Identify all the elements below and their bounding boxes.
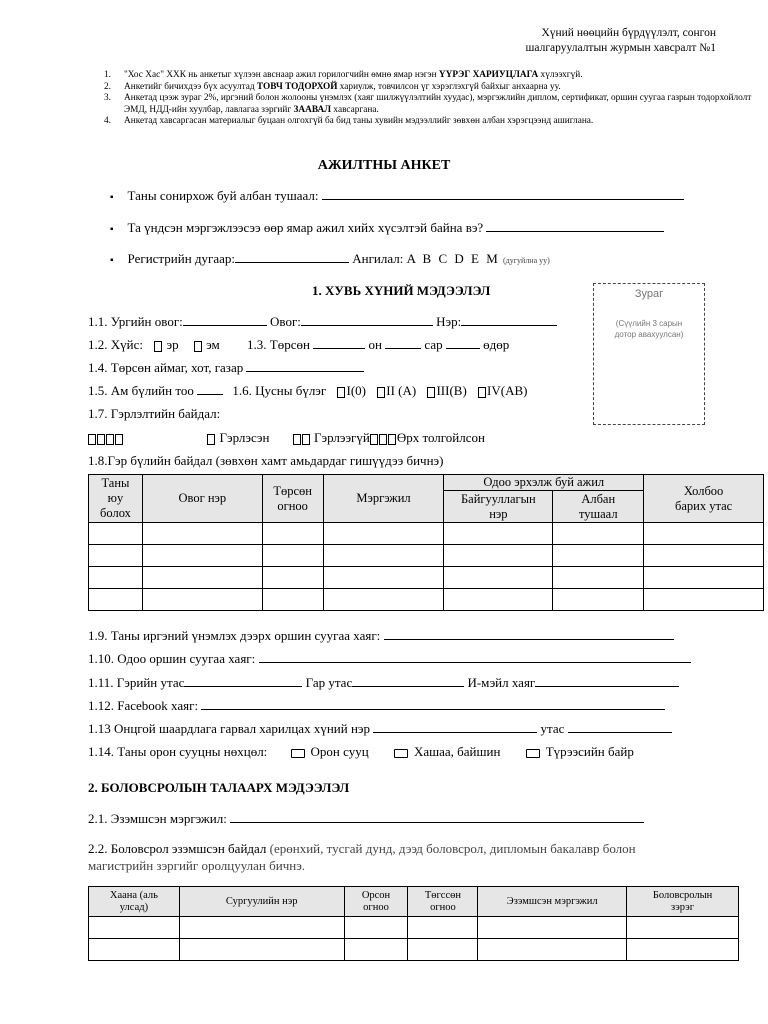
emergency-phone-label: утас: [540, 721, 565, 736]
family-table: [88, 474, 764, 611]
bullet-other-job: [110, 220, 664, 236]
col-profession: Мэргэжил: [323, 475, 444, 523]
single-head-checkbox-3[interactable]: [388, 434, 396, 445]
col-current-job: Одоо эрхэлж буй ажил: [444, 475, 644, 491]
col-phone: Холбоо барих утас: [644, 475, 764, 523]
housing-label: 1.14. Таны орон сууцны нөхцөл:: [88, 744, 268, 759]
education-hint-2: магистрийн зэргийг оролцуулан бичнэ.: [88, 858, 306, 873]
profession-label: 2.1. Эзэмшсэн мэргэжил:: [88, 811, 227, 826]
housing-house-checkbox[interactable]: [394, 749, 408, 758]
instruction-text: [124, 116, 754, 128]
family-label: 1.8.Гэр бүлийн байдал (зөвхөн хамт амьдардаг гишүүдээ бичнэ): [88, 453, 444, 468]
row-1-11: [88, 675, 679, 691]
family-size-field[interactable]: [197, 383, 223, 395]
blood-2-checkbox[interactable]: [377, 387, 385, 398]
instruction-fragment: "Хос Хас" ХХК нь анкетыг хүлээн авснаар ажил горилогчийн өмнө ямар нэгэн: [124, 70, 439, 80]
birthplace-label: 1.4. Төрсөн аймаг, хот, газар: [88, 360, 244, 375]
instruction-number: 4.: [104, 116, 111, 127]
row-2-2: [88, 840, 716, 874]
mobile-field[interactable]: [352, 675, 464, 687]
marital-box-2[interactable]: [97, 434, 105, 445]
gender-female-checkbox[interactable]: [194, 341, 202, 352]
facebook-field[interactable]: [201, 698, 665, 710]
marital-box-3[interactable]: [106, 434, 114, 445]
lastname-label: 1.1. Ургийн овог:: [88, 314, 183, 329]
blood-1-label: I(0): [346, 383, 366, 398]
bullet-icon: ▪: [110, 192, 114, 203]
col-relation: Таны юу болох: [89, 475, 143, 523]
birth-year-field[interactable]: [313, 337, 365, 349]
gender-male-checkbox[interactable]: [154, 341, 162, 352]
education-hint-1: (ерөнхий, тусгай дунд, дээд боловсрол, дипломын бакалавр болон: [269, 841, 636, 856]
instruction-fragment: хүлээхгүй.: [538, 70, 583, 80]
row-1-4: [88, 360, 364, 376]
page-title: АЖИЛТНЫ АНКЕТ: [317, 158, 451, 173]
housing-apartment-label: Орон сууц: [310, 744, 369, 759]
housing-house-label: Хашаа, байшин: [413, 744, 501, 759]
header-line-2: шалгаруулалтын журмын хавсралт №1: [525, 42, 716, 54]
gender-male-label: эр: [166, 337, 179, 352]
gender-label: 1.2. Хүйс:: [88, 337, 143, 352]
instruction-fragment: хавсаргана.: [331, 104, 379, 115]
blood-1-checkbox[interactable]: [337, 387, 345, 398]
instruction-number: 1.: [104, 70, 111, 80]
instruction-fragment: ЗААВАЛ: [293, 104, 332, 115]
gender-female-label: эм: [206, 337, 220, 352]
table-row[interactable]: [89, 545, 764, 567]
row-1-10: [88, 651, 691, 667]
name-label: Нэр:: [436, 314, 462, 329]
emergency-contact-label: 1.13 Онцгой шаардлага гарвал харилцах хүний нэр: [88, 721, 370, 736]
instruction-text: [124, 70, 754, 82]
table-row[interactable]: [89, 917, 739, 939]
instruction-number: 3.: [104, 93, 111, 104]
instruction-item: [104, 116, 754, 128]
mobile-label: Гар утас: [305, 675, 353, 690]
blood-4-label: IV(AB): [487, 383, 528, 398]
current-address-label: 1.10. Одоо оршин суугаа хаяг:: [88, 651, 256, 666]
photo-note-line2: дотор авахуулсан): [614, 330, 684, 339]
birth-month-field[interactable]: [385, 337, 421, 349]
single-checkbox-2[interactable]: [302, 434, 310, 445]
row-1-1: [88, 314, 557, 330]
row-1-9: [88, 628, 674, 644]
education-label: 2.2. Боловсрол эзэмшсэн байдал: [88, 841, 267, 856]
housing-rent-label: Түрээсийн байр: [545, 744, 634, 759]
instruction-fragment: Анкетад цээж зураг 2%, иргэний болон жолооны үнэмлэх (хаяг шилжүүлэлтийн хуудас), мэргэжлийн диплом, сертификат, оршин суугаа газрын тодорхойлолт ЭМД, НДД-ийн хуулбар, лавлагаа зэргийг: [124, 93, 752, 115]
name-field[interactable]: [461, 314, 557, 326]
married-label: Гэрлэсэн: [219, 430, 270, 445]
bullet-icon: ▪: [110, 224, 114, 235]
single-head-checkbox-2[interactable]: [379, 434, 387, 445]
instruction-fragment: Анкетад хавсаргасан материалыг буцаан олгохгүй ба бид таны хувийн мэдээллийг зөвхөн албан хэрэгцээнд ашиглана.: [124, 116, 594, 127]
table-row[interactable]: [89, 589, 764, 611]
blood-3-checkbox[interactable]: [427, 387, 435, 398]
row-1-12: [88, 698, 665, 714]
id-address-field[interactable]: [384, 628, 674, 640]
photo-placeholder[interactable]: [593, 283, 705, 425]
license-label: Ангилал:: [352, 251, 404, 266]
housing-rent-checkbox[interactable]: [526, 749, 540, 758]
col-end: Төгссөн огноо: [408, 887, 478, 917]
blood-4-checkbox[interactable]: [478, 387, 486, 398]
instructions-list: [104, 70, 754, 128]
married-checkbox[interactable]: [207, 434, 215, 445]
bullet-icon: ▪: [110, 255, 114, 266]
day-label: өдөр: [483, 337, 510, 352]
row-1-2: [88, 337, 509, 353]
email-label: И-мэйл хаяг: [467, 675, 536, 690]
clan-name-field[interactable]: [183, 314, 267, 326]
instruction-fragment: Анкетийг бичихдээ бүх асуултад: [124, 81, 257, 92]
col-birthdate: Төрсөн огноо: [262, 475, 323, 523]
blood-3-label: III(B): [436, 383, 467, 398]
section-2-title: 2. БОЛОВСРОЛЫН ТАЛААРХ МЭДЭЭЛЭЛ: [88, 780, 350, 795]
table-row[interactable]: [89, 523, 764, 545]
instruction-item: [104, 70, 754, 82]
month-label: сар: [424, 337, 443, 352]
home-phone-label: 1.11. Гэрийн утас: [88, 675, 185, 690]
marital-box-1[interactable]: [88, 434, 96, 445]
table-row[interactable]: [89, 939, 739, 961]
document-header: [526, 26, 716, 56]
year-label: он: [368, 337, 382, 352]
col-degree: Боловсролын зэрэг: [627, 887, 739, 917]
profession-field[interactable]: [230, 811, 644, 823]
row-1-13: [88, 721, 672, 737]
instruction-text: [124, 93, 754, 116]
col-organization: Байгууллагын нэр: [444, 491, 553, 523]
marital-label: 1.7. Гэрлэлтийн байдал:: [88, 406, 221, 421]
surname-label: Овог:: [270, 314, 301, 329]
register-label: Регистрийн дугаар:: [127, 251, 235, 266]
section-1-title: 1. ХУВЬ ХҮНИЙ МЭДЭЭЛЭЛ: [312, 283, 491, 298]
col-school: Сургуулийн нэр: [179, 887, 344, 917]
instruction-text: [124, 82, 754, 94]
instruction-fragment: хариулж, товчилсон үг хэрэглэхгүй байхыг анхаарна уу.: [337, 81, 561, 92]
col-country: Хаана (аль улсад): [89, 887, 180, 917]
single-label: Гэрлээгүй: [313, 430, 370, 445]
email-field[interactable]: [535, 675, 679, 687]
row-2-1: [88, 811, 644, 827]
photo-label: Зураг: [634, 288, 664, 300]
other-job-label: Та үндсэн мэргэжлээсээ өөр ямар ажил хийх хүсэлтэй байна вэ?: [127, 220, 484, 235]
single-head-label: Өрх толгойлсон: [396, 430, 485, 445]
photo-note-line1: (Сүүлийн 3 сарын: [615, 319, 683, 328]
surname-field[interactable]: [301, 314, 433, 326]
marital-box-4[interactable]: [115, 434, 123, 445]
header-line-1: Хүний нөөцийн бүрдүүлэлт, сонгон: [541, 27, 716, 39]
home-phone-field[interactable]: [184, 675, 302, 687]
bullet-register: [110, 251, 550, 267]
row-1-14: [88, 744, 634, 760]
single-checkbox[interactable]: [293, 434, 301, 445]
birthplace-field[interactable]: [246, 360, 364, 372]
register-field[interactable]: [235, 251, 349, 263]
instruction-item: [104, 82, 754, 94]
housing-apartment-checkbox[interactable]: [291, 749, 305, 758]
position-label: Таны сонирхож буй албан тушаал:: [127, 188, 319, 203]
education-table: [88, 886, 739, 961]
bullet-position: [110, 188, 684, 204]
id-address-label: 1.9. Таны иргэний үнэмлэх дээрх оршин суугаа хаяг:: [88, 628, 381, 643]
instruction-fragment: ҮҮРЭГ ХАРИУЦЛАГА: [438, 70, 539, 80]
license-hint: (дугуйлна уу): [503, 256, 550, 265]
table-row[interactable]: [89, 567, 764, 589]
current-address-field[interactable]: [259, 651, 691, 663]
col-job-title: Албан тушаал: [553, 491, 644, 523]
single-head-checkbox-1[interactable]: [370, 434, 378, 445]
row-1-5: [88, 383, 527, 399]
facebook-label: 1.12. Facebook хаяг:: [88, 698, 199, 713]
birth-day-field[interactable]: [446, 337, 480, 349]
col-start: Орсон огноо: [344, 887, 408, 917]
emergency-phone-field[interactable]: [568, 721, 672, 733]
family-size-label: 1.5. Ам бүлийн тоо: [88, 383, 194, 398]
other-job-field[interactable]: [486, 220, 664, 232]
blood-2-label: II (A): [386, 383, 417, 398]
photo-note: [594, 318, 704, 340]
row-marital-options: [88, 430, 485, 446]
blood-label: 1.6. Цусны бүлэг: [232, 383, 327, 398]
instruction-number: 2.: [104, 81, 111, 92]
col-major: Эзэмшсэн мэргэжил: [478, 887, 627, 917]
instruction-fragment: ТОВЧ ТОДОРХОЙ: [256, 81, 338, 92]
col-fullname: Овог нэр: [142, 475, 262, 523]
license-classes[interactable]: A B C D E M: [406, 251, 500, 266]
position-field[interactable]: [322, 188, 684, 200]
birth-label: 1.3. Төрсөн: [247, 337, 310, 352]
emergency-contact-field[interactable]: [373, 721, 537, 733]
instruction-item: [104, 93, 754, 116]
